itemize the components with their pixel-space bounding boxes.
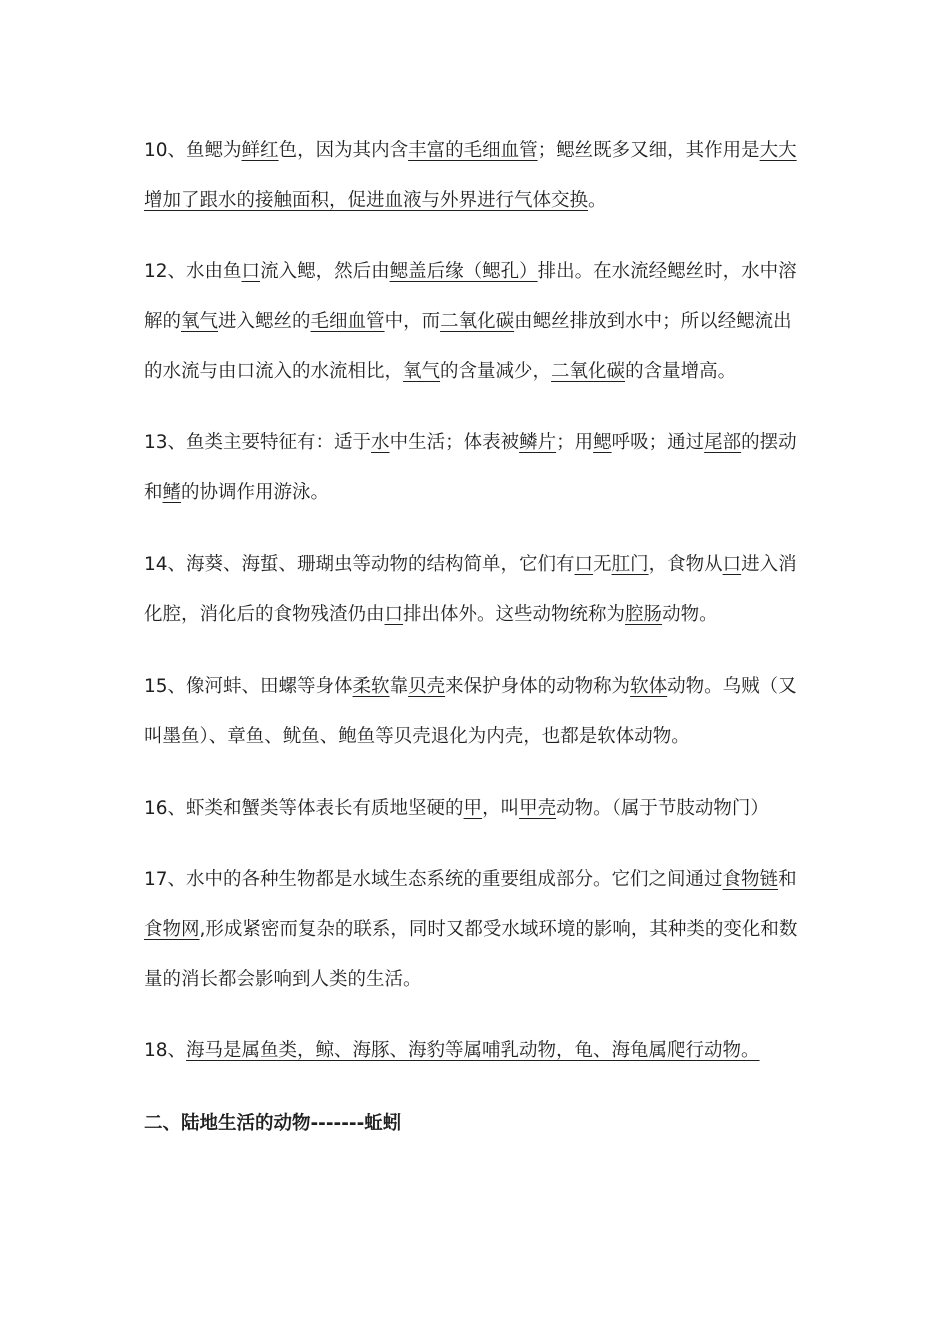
underlined-answer: 氧气 xyxy=(181,311,219,332)
underlined-answer: 氧气 xyxy=(403,361,441,382)
underlined-answer: 甲 xyxy=(463,798,483,819)
underlined-answer: 鳃 xyxy=(593,432,612,453)
text-segment: 。 xyxy=(588,190,607,211)
section-heading: 二、陆地生活的动物-------蚯蚓 xyxy=(144,1113,402,1134)
underlined-answer: 海马是属鱼类，鲸、海豚、海豹等属哺乳动物，龟、海龟属爬行动物。 xyxy=(186,1040,760,1061)
text-segment: 由鳃丝排放到水中；所以经鳃流出的水流与由口流入的水流相比， xyxy=(144,311,792,382)
underlined-answer: 软体 xyxy=(630,676,668,697)
text-segment: 和 xyxy=(778,869,797,890)
underlined-answer: 腔肠 xyxy=(625,604,663,625)
item-15 xyxy=(144,662,804,762)
underlined-answer: 口 xyxy=(574,554,594,575)
text-segment: ；用 xyxy=(556,432,594,453)
text-segment: 13、鱼类主要特征有：适于 xyxy=(144,432,372,453)
text-segment: 的协调作用游泳。 xyxy=(181,482,330,503)
text-segment: 流入鳃，然后由 xyxy=(260,261,390,282)
text-segment: 动物。乌贼（又叫墨鱼）、章鱼、鱿鱼、鲍鱼等贝壳退化为内壳，也都是软体动物。 xyxy=(144,676,797,747)
text-segment: 的含量增高。 xyxy=(625,361,737,382)
underlined-answer: 鳍 xyxy=(162,482,182,503)
text-segment: 15、像河蚌、田螺等身体 xyxy=(144,676,353,697)
text-segment: 中，而 xyxy=(384,311,441,332)
text-segment: 进入鳃丝的 xyxy=(218,311,311,332)
underlined-answer: 鳞片 xyxy=(519,432,557,453)
text-segment: 的含量减少， xyxy=(440,361,552,382)
item-14 xyxy=(144,540,804,640)
underlined-answer: 鲜红 xyxy=(241,140,279,161)
text-segment: ，叫 xyxy=(482,798,520,819)
text-segment: 14、海葵、海蜇、珊瑚虫等动物的结构简单，它们有 xyxy=(144,554,575,575)
text-segment: 17、水中的各种生物都是水域生态系统的重要组成部分。它们之间通过 xyxy=(144,869,723,890)
underlined-answer: 食物链 xyxy=(722,869,779,890)
text-segment: 的摆动和 xyxy=(144,432,797,503)
underlined-answer: 贝壳 xyxy=(408,676,446,697)
underlined-answer: 尾部 xyxy=(704,432,742,453)
underlined-answer: 大大增加了跟水的接触面积，促进血液与外界进行气体交换 xyxy=(144,140,797,211)
text-segment: 呼吸；通过 xyxy=(611,432,705,453)
text-segment: 动物。 xyxy=(662,604,718,625)
text-segment: 10、鱼鳃为 xyxy=(144,140,242,161)
text-segment: 中生活；体表被 xyxy=(389,432,520,453)
underlined-answer: 口 xyxy=(384,604,404,625)
text-segment: ，食物从 xyxy=(648,554,723,575)
text-segment: 来保护身体的动物称为 xyxy=(445,676,631,697)
underlined-answer: 二氧化碳 xyxy=(440,311,515,332)
underlined-answer: 甲壳 xyxy=(519,798,557,819)
text-segment: 排出。在水流经鳃丝时，水中溶解的 xyxy=(144,261,797,332)
underlined-answer: 肛门 xyxy=(611,554,649,575)
underlined-answer: 口 xyxy=(722,554,742,575)
item-10 xyxy=(144,126,804,226)
underlined-answer: 二氧化碳 xyxy=(551,361,626,382)
item-13 xyxy=(144,418,804,518)
text-segment: 18、 xyxy=(144,1040,187,1061)
underlined-answer: 鳃盖后缘（鳃孔） xyxy=(389,261,538,282)
item-16 xyxy=(144,784,804,834)
text-segment: 排出体外。这些动物统称为 xyxy=(403,604,626,625)
text-segment: 动物。（属于节肢动物门） xyxy=(556,798,769,819)
underlined-answer: 丰富的毛细血管 xyxy=(408,140,538,161)
text-segment: ；鳃丝既多又细，其作用是 xyxy=(537,140,760,161)
text-segment: ,形成紧密而复杂的联系，同时又都受水域环境的影响，其种类的变化和数量的消长都会影响到人类的生活。 xyxy=(144,919,798,990)
item-18 xyxy=(144,1026,804,1076)
underlined-answer: 水 xyxy=(371,432,390,453)
text-segment: 12、水由鱼 xyxy=(144,261,242,282)
text-segment: 色，因为其内含 xyxy=(278,140,409,161)
underlined-answer: 毛细血管 xyxy=(310,311,385,332)
item-12 xyxy=(144,247,804,397)
underlined-answer: 食物网 xyxy=(144,919,200,940)
text-segment: 无 xyxy=(593,554,612,575)
text-segment: 靠 xyxy=(389,676,409,697)
text-segment: 进入消化腔，消化后的食物残渣仍由 xyxy=(144,554,797,625)
underlined-answer: 柔软 xyxy=(352,676,390,697)
underlined-answer: 口 xyxy=(241,261,261,282)
item-17 xyxy=(144,855,804,1005)
text-segment: 16、虾类和蟹类等体表长有质地坚硬的 xyxy=(144,798,464,819)
